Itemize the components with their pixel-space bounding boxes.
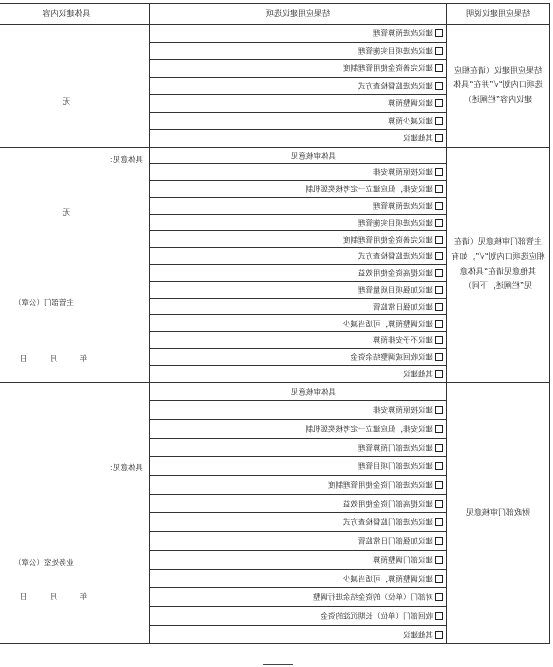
reason-option[interactable] xyxy=(150,60,447,78)
section-evaluation: 财政部门审核意见 xyxy=(447,382,550,644)
reasons-heading-label: 具体审核意见 xyxy=(291,386,336,396)
checkbox-icon[interactable] xyxy=(435,462,443,470)
checkbox-icon[interactable] xyxy=(435,425,443,433)
checkbox-icon[interactable] xyxy=(435,537,443,545)
reason-label: 建议调整预算，可适当减少 xyxy=(343,573,433,583)
reason-option[interactable] xyxy=(150,77,447,95)
checkbox-icon[interactable] xyxy=(435,481,443,489)
checkbox-icon[interactable] xyxy=(435,236,443,244)
reason-label: 建议调整预算，可适当减少 xyxy=(343,318,433,328)
reason-option[interactable] xyxy=(150,332,447,349)
section-details[interactable] xyxy=(0,25,150,148)
checkbox-icon[interactable] xyxy=(435,202,443,210)
checkbox-icon[interactable] xyxy=(435,593,443,601)
checkbox-icon[interactable] xyxy=(435,185,443,193)
details-opinion-label: 具体意见： xyxy=(105,462,143,472)
reason-label: 建议改进预算管理 xyxy=(373,201,433,211)
reason-option[interactable] xyxy=(150,550,447,569)
reason-label: 对部门（单位）的资金结余进行调整 xyxy=(313,592,433,602)
checkbox-icon[interactable] xyxy=(435,303,443,311)
section-row xyxy=(0,25,550,43)
reason-option[interactable] xyxy=(150,401,447,420)
reason-option[interactable] xyxy=(150,25,447,43)
reason-option[interactable] xyxy=(150,298,447,315)
page-edge-mark xyxy=(263,664,293,665)
reason-label: 其他建议 xyxy=(403,369,433,379)
checkbox-icon[interactable] xyxy=(435,252,443,260)
reason-label: 建议改进监督检查方式 xyxy=(358,251,433,261)
checkbox-icon[interactable] xyxy=(435,612,443,620)
checkbox-icon[interactable] xyxy=(435,370,443,378)
reason-option[interactable] xyxy=(150,457,447,476)
reason-option[interactable] xyxy=(150,130,447,148)
reason-option[interactable] xyxy=(150,181,447,198)
details-date: 年 月 日 xyxy=(10,353,88,363)
reason-option[interactable] xyxy=(150,231,447,248)
header-details: 具体建议内容 xyxy=(0,4,150,25)
reason-option[interactable] xyxy=(150,197,447,214)
details-none: 无 xyxy=(62,97,71,106)
reason-label: 建议改进监督检查方式 xyxy=(358,81,433,91)
checkbox-icon[interactable] xyxy=(435,82,443,90)
checkbox-icon[interactable] xyxy=(435,353,443,361)
section-evaluation: 结果应用建议（请在相应选项口内划“√”并在“具体建议内容”栏阐述） xyxy=(447,25,550,148)
reason-label: 其他建议 xyxy=(403,133,433,143)
reason-label: 建议改进项目实施管理 xyxy=(358,46,433,56)
details-signature: 主管部门（公章） xyxy=(14,297,74,307)
reason-option[interactable] xyxy=(150,588,447,607)
checkbox-icon[interactable] xyxy=(435,320,443,328)
section-details[interactable] xyxy=(0,147,150,382)
reason-option[interactable] xyxy=(150,281,447,298)
reason-label: 建议改进部门资金使用管理制度 xyxy=(328,480,433,490)
reason-option[interactable] xyxy=(150,265,447,282)
reason-option[interactable] xyxy=(150,606,447,625)
reason-option[interactable] xyxy=(150,349,447,366)
reason-option[interactable] xyxy=(150,95,447,113)
details-signature: 业务处室（公章） xyxy=(14,557,74,567)
reason-option[interactable] xyxy=(150,112,447,130)
reason-label: 建议加强项目质量管理 xyxy=(358,285,433,295)
reason-label: 建议提高资金使用效益 xyxy=(358,268,433,278)
checkbox-icon[interactable] xyxy=(435,575,443,583)
reason-option[interactable] xyxy=(150,513,447,532)
reason-option[interactable] xyxy=(150,532,447,551)
reason-label: 建议完善资金使用管理制度 xyxy=(343,234,433,244)
reason-label: 建议收回或调整结余资金 xyxy=(350,352,433,362)
checkbox-icon[interactable] xyxy=(435,518,443,526)
reason-option[interactable] xyxy=(150,438,447,457)
evaluation-form-table xyxy=(0,3,550,644)
reason-label: 收回部门（单位）长期沉淀的资金 xyxy=(320,611,433,621)
checkbox-icon[interactable] xyxy=(435,406,443,414)
details-none: 无 xyxy=(62,207,71,217)
reason-label: 建议改进项目实施管理 xyxy=(358,218,433,228)
reason-label: 建议改进预算管理 xyxy=(373,28,433,38)
section-row xyxy=(0,147,550,164)
reason-label: 建议部门调整预算 xyxy=(373,555,433,565)
reason-option[interactable] xyxy=(150,569,447,588)
reason-option[interactable] xyxy=(150,42,447,60)
checkbox-icon[interactable] xyxy=(435,117,443,125)
checkbox-icon[interactable] xyxy=(435,99,443,107)
checkbox-icon[interactable] xyxy=(435,64,443,72)
reason-label: 建议按原预算安排 xyxy=(373,167,433,177)
reason-option[interactable] xyxy=(150,494,447,513)
details-opinion-label: 具体意见： xyxy=(105,154,143,164)
reason-label: 建议不予安排预算 xyxy=(373,335,433,345)
header-row xyxy=(0,4,550,25)
reasons-heading xyxy=(150,382,447,401)
section-row xyxy=(0,382,550,401)
checkbox-icon[interactable] xyxy=(435,219,443,227)
reason-option[interactable] xyxy=(150,214,447,231)
reason-label: 建议提高部门资金使用效益 xyxy=(343,499,433,509)
reason-label: 建议改进部门监督检查方式 xyxy=(343,517,433,527)
reasons-heading xyxy=(150,147,447,164)
checkbox-icon[interactable] xyxy=(435,444,443,452)
reason-label: 建议改进部门预算管理 xyxy=(358,443,433,453)
reason-label: 建议完善资金使用管理制度 xyxy=(343,63,433,73)
reason-option[interactable] xyxy=(150,420,447,439)
reason-label: 建议加强部门日常监管 xyxy=(358,536,433,546)
checkbox-icon[interactable] xyxy=(435,134,443,142)
reason-option[interactable] xyxy=(150,365,447,382)
checkbox-icon[interactable] xyxy=(435,29,443,37)
reason-option[interactable] xyxy=(150,625,447,644)
checkbox-icon[interactable] xyxy=(435,168,443,176)
checkbox-icon[interactable] xyxy=(435,286,443,294)
checkbox-icon[interactable] xyxy=(435,500,443,508)
checkbox-icon[interactable] xyxy=(435,269,443,277)
section-evaluation: 主管部门审核意见（请在相应选项口内划“√”，如有其他意见请在“具体意见”栏阐述，下同） xyxy=(447,147,550,382)
header-evaluation: 结果应用建议说明 xyxy=(447,4,550,25)
reason-label: 建议改进部门项目管理 xyxy=(358,461,433,471)
header-reasons: 结果应用建议选项 xyxy=(150,4,447,25)
reason-label: 建议加强日常监管 xyxy=(373,302,433,312)
details-date: 年 月 日 xyxy=(10,591,88,601)
reason-label: 其他建议 xyxy=(403,629,433,639)
reason-label: 建议安排，但应建立一定考核奖惩机制 xyxy=(305,184,433,194)
reason-label: 建议安排，但应建立一定考核奖惩机制 xyxy=(305,424,433,434)
checkbox-icon[interactable] xyxy=(435,336,443,344)
reason-option[interactable] xyxy=(150,315,447,332)
reason-option[interactable] xyxy=(150,476,447,495)
reason-option[interactable] xyxy=(150,248,447,265)
checkbox-icon[interactable] xyxy=(435,631,443,639)
reason-label: 建议调整预算 xyxy=(388,98,433,108)
reason-label: 建议按原预算安排 xyxy=(373,405,433,415)
reasons-heading-label: 具体审核意见 xyxy=(291,150,336,160)
reason-option[interactable] xyxy=(150,164,447,181)
section-details[interactable] xyxy=(0,382,150,644)
checkbox-icon[interactable] xyxy=(435,47,443,55)
reason-label: 建议减少预算 xyxy=(388,116,433,126)
checkbox-icon[interactable] xyxy=(435,556,443,564)
